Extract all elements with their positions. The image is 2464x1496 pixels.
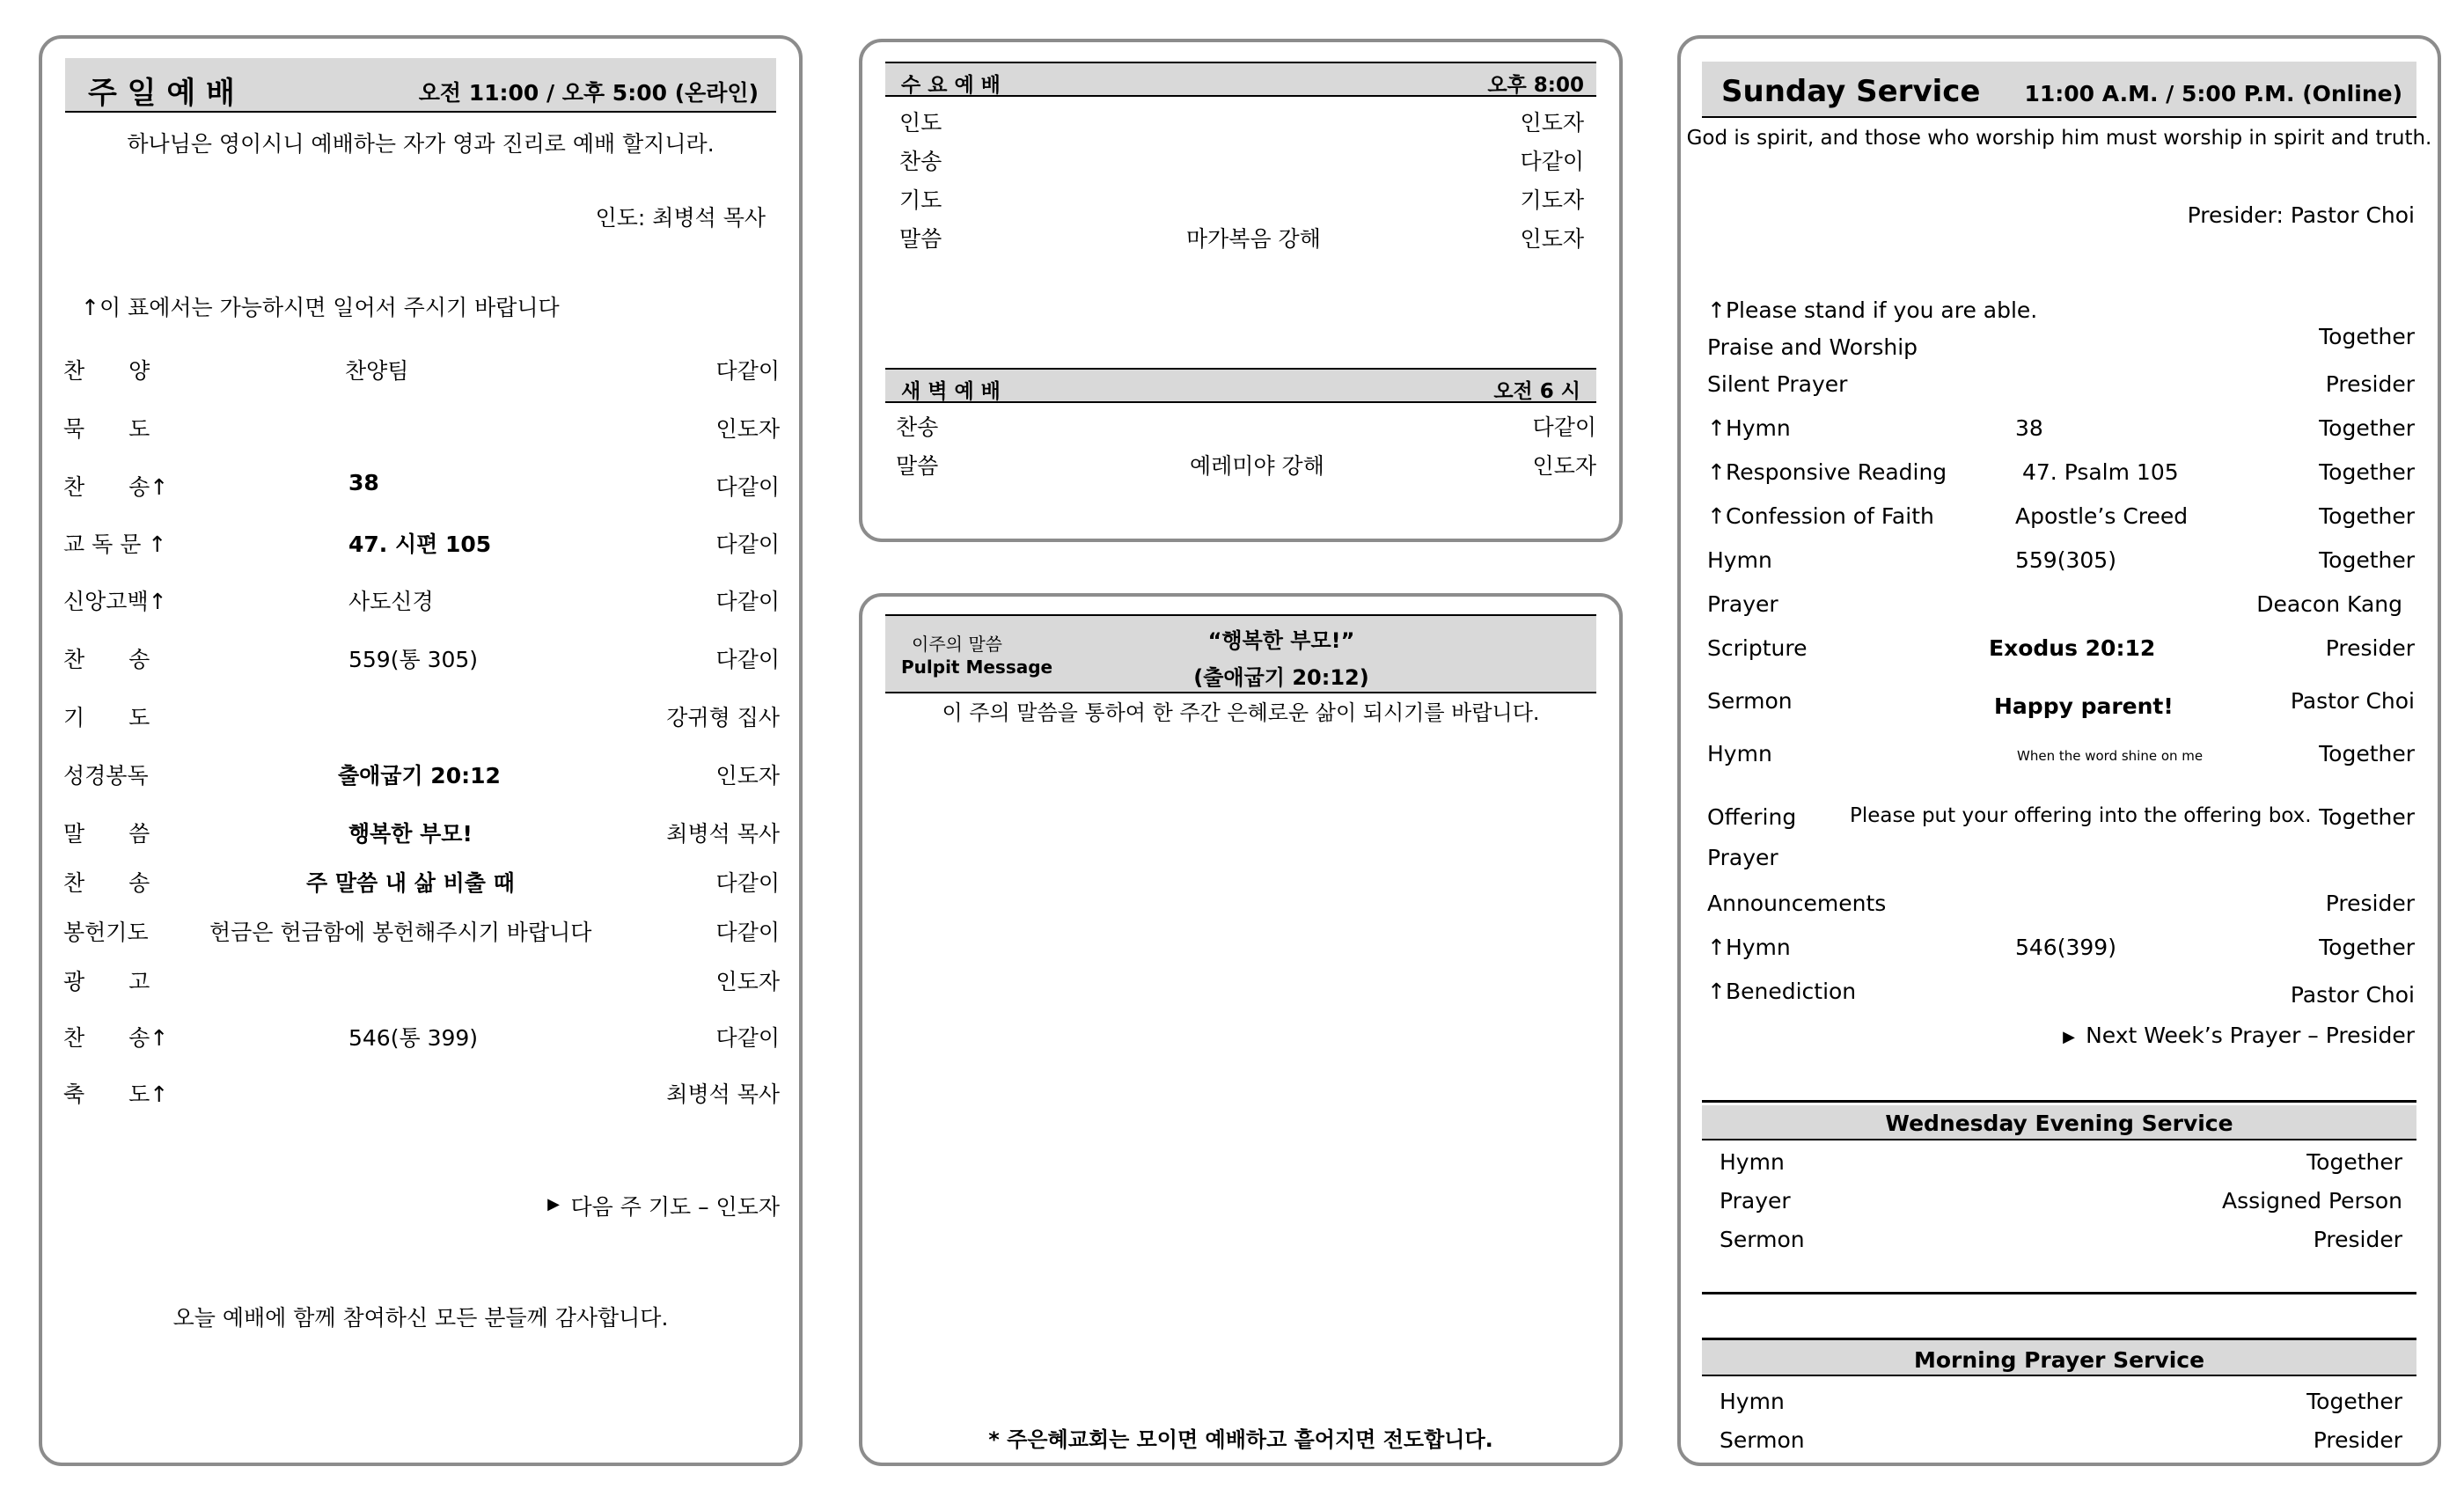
list-item xyxy=(1681,635,2438,667)
list-item xyxy=(42,354,799,389)
list-item xyxy=(42,1021,799,1056)
item-name: Hymn xyxy=(1720,1149,1785,1175)
list-item xyxy=(1681,459,2438,491)
list-item xyxy=(1681,591,2438,623)
korean-sunday-thanks: 오늘 예배에 함께 참여하신 모든 분들께 감사합니다. xyxy=(172,1305,669,1331)
item-leader: Together xyxy=(2319,503,2415,529)
english-wednesday-bottom-rule xyxy=(1702,1292,2416,1294)
list-item xyxy=(1681,1389,2438,1420)
item-leader: 인도자 xyxy=(715,763,780,788)
item-name: Sermon xyxy=(1720,1227,1805,1252)
list-item xyxy=(42,700,799,736)
pulpit-label-ko: 이주의 말씀 xyxy=(912,634,1002,655)
item-detail: When the word shine on me xyxy=(2017,748,2204,764)
item-name: 신앙고백↑ xyxy=(63,589,167,614)
item-leader: Together xyxy=(2306,1149,2402,1175)
item-detail: 546(통 399) xyxy=(348,1025,479,1051)
list-item xyxy=(42,817,799,852)
english-wednesday-top-rule xyxy=(1702,1100,2416,1103)
list-item xyxy=(1681,1188,2438,1220)
item-leader: Assigned Person xyxy=(2221,1188,2402,1214)
item-name: 인도 xyxy=(899,110,942,136)
list-item xyxy=(862,449,1619,480)
korean-sunday-time: 오전 11:00 / 오후 5:00 (온라인) xyxy=(418,80,759,106)
item-leader: 인도자 xyxy=(1520,226,1584,252)
item-name: 봉헌기도 xyxy=(63,920,149,945)
list-item xyxy=(42,964,799,1000)
item-detail: Please put your offering into the offering box. xyxy=(1850,804,2312,827)
item-detail: 주 말씀 내 삶 비출 때 xyxy=(306,870,515,896)
list-item xyxy=(42,759,799,794)
list-item xyxy=(1681,935,2438,966)
item-detail: 찬양팀 xyxy=(345,358,409,384)
item-leader: Presider xyxy=(2325,891,2415,916)
list-item xyxy=(1681,1227,2438,1258)
list-item xyxy=(1681,371,2438,403)
item-name: 찬송 xyxy=(899,149,942,174)
list-item xyxy=(1681,415,2438,447)
item-name: Hymn xyxy=(1707,547,1772,573)
item-name: 찬송 xyxy=(896,414,939,440)
pulpit-label-en: Pulpit Message xyxy=(901,656,1053,678)
item-leader: Deacon Kang xyxy=(2256,591,2402,617)
item-name: Prayer xyxy=(1707,845,1778,870)
list-item xyxy=(1681,503,2438,535)
list-item xyxy=(42,1077,799,1112)
korean-wednesday-header xyxy=(885,62,1596,97)
item-name: Prayer xyxy=(1707,591,1778,617)
item-name: ↑Confession of Faith xyxy=(1707,503,1934,529)
pulpit-motto: * 주은혜교회는 모이면 예배하고 흩어지면 전도합니다. xyxy=(988,1427,1493,1452)
item-leader: 최병석 목사 xyxy=(666,1082,780,1107)
item-name: Hymn xyxy=(1707,741,1772,766)
korean-sunday-verse: 하나님은 영이시니 예배하는 자가 영과 진리로 예배 할지니라. xyxy=(127,131,715,157)
item-leader: 다같이 xyxy=(715,358,780,384)
list-item xyxy=(1681,804,2438,836)
item-leader: 다같이 xyxy=(715,870,780,896)
item-leader: 인도자 xyxy=(715,969,780,994)
list-item xyxy=(42,915,799,950)
item-leader: Together xyxy=(2319,741,2415,766)
korean-dawn-header xyxy=(885,368,1596,403)
item-detail: 예레미야 강해 xyxy=(1190,453,1324,479)
item-name: ↑Hymn xyxy=(1707,415,1791,441)
item-detail: 출애굽기 20:12 xyxy=(338,763,501,788)
item-leader: 다같이 xyxy=(1532,414,1596,440)
pulpit-blessing: 이 주의 말씀을 통하여 한 주간 은혜로운 삶이 되시기를 바랍니다. xyxy=(942,700,1540,725)
item-detail: 559(통 305) xyxy=(348,647,479,672)
list-item xyxy=(862,183,1619,215)
item-leader: Together xyxy=(2319,804,2415,830)
item-name: Silent Prayer xyxy=(1707,371,1848,397)
list-item xyxy=(42,866,799,901)
play-triangle-icon: ▶ xyxy=(2063,1028,2075,1046)
item-leader: Presider xyxy=(2313,1427,2402,1453)
item-name: 기도 xyxy=(899,187,942,213)
korean-wednesday-title: 수 요 예 배 xyxy=(901,74,1001,97)
item-detail: 사도신경 xyxy=(348,589,434,614)
list-item xyxy=(862,410,1619,442)
item-detail: 559(305) xyxy=(2015,547,2116,573)
item-name: 광 고 xyxy=(63,969,150,994)
item-detail: 47. 시편 105 xyxy=(348,532,492,557)
english-sunday-title: Sunday Service xyxy=(1721,74,1981,109)
item-detail: 47. Psalm 105 xyxy=(2022,459,2179,485)
item-detail: 546(399) xyxy=(2015,935,2116,960)
list-item xyxy=(1681,891,2438,922)
english-sunday-time: 11:00 A.M. / 5:00 P.M. (Online) xyxy=(2024,81,2402,106)
item-name: Offering xyxy=(1707,804,1797,830)
korean-sunday-presider: 인도: 최병석 목사 xyxy=(595,205,766,231)
list-item xyxy=(42,642,799,678)
item-leader: Together xyxy=(2319,324,2415,349)
item-detail: 마가복음 강해 xyxy=(1186,226,1321,252)
item-name: Sermon xyxy=(1720,1427,1805,1453)
item-leader: Together xyxy=(2306,1389,2402,1414)
item-leader: Together xyxy=(2319,459,2415,485)
item-name: 말씀 xyxy=(899,226,942,252)
item-name: 교 독 문 ↑ xyxy=(63,532,167,557)
item-leader: Pastor Choi xyxy=(2290,688,2415,714)
korean-sunday-title: 주 일 예 배 xyxy=(88,76,235,111)
list-item xyxy=(862,106,1619,137)
item-leader: Presider xyxy=(2325,635,2415,661)
english-sunday-stand-note: ↑Please stand if you are able. xyxy=(1707,297,2038,323)
item-leader: 다같이 xyxy=(715,589,780,614)
list-item xyxy=(1681,1149,2438,1181)
item-leader: 다같이 xyxy=(715,474,780,500)
item-name: Scripture xyxy=(1707,635,1808,661)
item-name: 찬 양 xyxy=(63,358,150,384)
item-detail: 38 xyxy=(2015,415,2043,441)
item-name: 묵 도 xyxy=(63,416,150,442)
english-next-week-text: Next Week’s Prayer – Presider xyxy=(2086,1023,2415,1048)
list-item xyxy=(42,470,799,505)
pulpit-reference: (출애굽기 20:12) xyxy=(1193,665,1369,690)
item-leader: 최병석 목사 xyxy=(666,821,780,847)
item-name: 찬 송 xyxy=(63,870,150,896)
item-detail: Exodus 20:12 xyxy=(1989,635,2156,661)
item-name: Praise and Worship xyxy=(1707,334,1918,360)
item-name: 찬 송↑ xyxy=(63,1025,169,1051)
item-name: Hymn xyxy=(1720,1389,1785,1414)
item-leader: 인도자 xyxy=(1520,110,1584,136)
item-name: 찬 송↑ xyxy=(63,474,169,500)
item-name: Announcements xyxy=(1707,891,1887,916)
english-sunday-verse: God is spirit, and those who worship him must worship in spirit and truth. xyxy=(1686,127,2432,150)
list-item xyxy=(1681,324,2438,377)
item-leader: 강귀형 집사 xyxy=(666,705,780,730)
pulpit-panel xyxy=(859,593,1623,1466)
item-leader: Presider xyxy=(2313,1227,2402,1252)
item-leader: Presider xyxy=(2325,371,2415,397)
item-leader: 다같이 xyxy=(1520,149,1584,174)
item-name: 말 씀 xyxy=(63,821,150,847)
item-detail: Apostle’s Creed xyxy=(2015,503,2189,529)
item-detail: 38 xyxy=(348,470,379,495)
pulpit-header xyxy=(885,614,1596,693)
english-sunday-presider: Presider: Pastor Choi xyxy=(2187,202,2415,228)
list-item xyxy=(862,222,1619,253)
english-wednesday-title: Wednesday Evening Service xyxy=(1885,1111,2233,1136)
pulpit-title: “행복한 부모!” xyxy=(1207,628,1355,653)
item-leader: 인도자 xyxy=(715,416,780,442)
item-detail: 행복한 부모! xyxy=(348,821,473,847)
item-leader: 다같이 xyxy=(715,1025,780,1051)
list-item xyxy=(42,527,799,562)
item-leader: Pastor Choi xyxy=(2290,982,2415,1008)
item-name: 성경봉독 xyxy=(63,763,149,788)
korean-sunday-panel xyxy=(39,35,803,1466)
list-item xyxy=(42,584,799,620)
korean-sunday-header xyxy=(65,58,776,113)
list-item xyxy=(1681,547,2438,579)
item-leader: 다같이 xyxy=(715,532,780,557)
item-name: 축 도↑ xyxy=(63,1082,169,1107)
item-leader: 기도자 xyxy=(1520,187,1584,213)
korean-wednesday-time: 오후 8:00 xyxy=(1487,74,1584,97)
korean-weekday-panel xyxy=(859,39,1623,542)
korean-sunday-stand-note: ↑이 표에서는 가능하시면 일어서 주시기 바랍니다 xyxy=(81,295,560,320)
list-item xyxy=(42,412,799,447)
item-name: 찬 송 xyxy=(63,647,150,672)
list-item xyxy=(1681,1427,2438,1459)
item-name: ↑Hymn xyxy=(1707,935,1791,960)
english-morning-header xyxy=(1702,1338,2416,1376)
item-detail: 헌금은 헌금함에 봉헌해주시기 바랍니다 xyxy=(209,920,592,945)
item-leader: Together xyxy=(2319,547,2415,573)
item-name: 말씀 xyxy=(896,453,939,479)
item-leader: Together xyxy=(2319,935,2415,960)
english-wednesday-header xyxy=(1702,1105,2416,1140)
korean-dawn-title: 새 벽 예 배 xyxy=(901,380,1001,403)
english-panel xyxy=(1677,35,2441,1466)
list-item xyxy=(1681,845,2438,876)
item-name: ↑Responsive Reading xyxy=(1707,459,1947,485)
item-name: Sermon xyxy=(1707,688,1793,714)
play-triangle-icon: ▶ xyxy=(547,1195,560,1214)
english-sunday-header xyxy=(1702,62,2416,118)
item-leader: Together xyxy=(2319,415,2415,441)
list-item xyxy=(862,144,1619,176)
list-item xyxy=(1681,979,2438,1014)
korean-dawn-time: 오전 6 시 xyxy=(1493,380,1580,403)
item-name: ↑Benediction xyxy=(1707,979,1857,1004)
item-name: Prayer xyxy=(1720,1188,1791,1214)
item-detail: Happy parent! xyxy=(1994,693,2174,719)
korean-next-week-text: 다음 주 기도 – 인도자 xyxy=(570,1194,780,1220)
item-leader: 인도자 xyxy=(1532,453,1596,479)
list-item xyxy=(1681,741,2438,776)
item-leader: 다같이 xyxy=(715,920,780,945)
item-name: 기 도 xyxy=(63,705,150,730)
english-morning-title: Morning Prayer Service xyxy=(1913,1347,2205,1373)
item-leader: 다같이 xyxy=(715,647,780,672)
list-item xyxy=(1681,688,2438,723)
